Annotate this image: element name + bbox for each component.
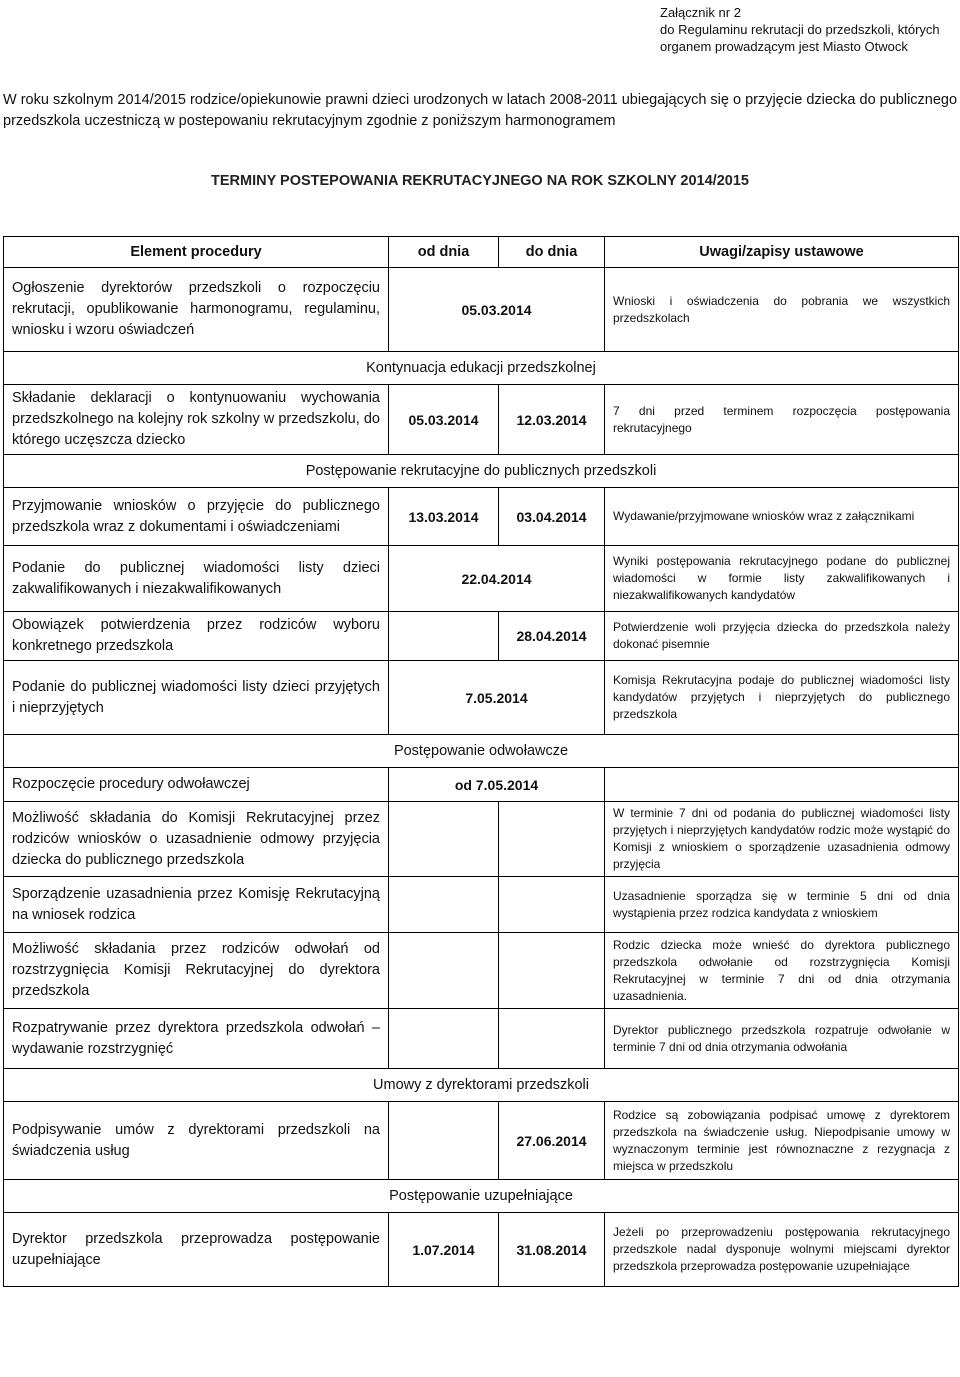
date-from-cell	[389, 802, 499, 877]
procedure-cell: Ogłoszenie dyrektorów przedszkoli o rozpoczęciu rekrutacji, opublikowanie harmonogramu, regulaminu, wniosku i wzoru oświadczeń	[4, 268, 389, 352]
section-row	[4, 352, 959, 385]
date-from-cell: 13.03.2014	[389, 488, 499, 546]
page-title: TERMINY POSTEPOWANIA REKRUTACYJNEGO NA ROK SZKOLNY 2014/2015	[211, 173, 749, 189]
section-heading: Umowy z dyrektorami przedszkoli	[4, 1069, 959, 1102]
date-to-cell: 28.04.2014	[499, 612, 605, 661]
date-from-cell: 1.07.2014	[389, 1213, 499, 1287]
date-to-cell	[499, 877, 605, 933]
notes-cell: Wyniki postępowania rekrutacyjnego podane do publicznej wiadomości w formie listy zakwalifikowanych i niezakwalifikowanych kandydatów	[605, 546, 959, 612]
date-from-cell	[389, 877, 499, 933]
date-to-cell: 27.06.2014	[499, 1102, 605, 1180]
column-header-to: do dnia	[499, 237, 605, 268]
table-row	[4, 877, 959, 933]
notes-cell: Wnioski i oświadczenia do pobrania we wszystkich przedszkolach	[605, 268, 959, 352]
date-cell: od 7.05.2014	[389, 768, 605, 802]
table-row	[4, 661, 959, 735]
table-row	[4, 802, 959, 877]
date-cell: 05.03.2014	[389, 268, 605, 352]
procedure-cell: Możliwość składania do Komisji Rekrutacyjnej przez rodziców wniosków o uzasadnienie odmowy przyjęcia dziecka do publicznego przedszkola	[4, 802, 389, 877]
date-from-cell	[389, 612, 499, 661]
notes-cell: Rodzice są zobowiązania podpisać umowę z dyrektorem przedszkola na świadczenie usług. Niepodpisanie umowy w wyznaczonym terminie jest równoznaczne z rezygnacja z miejsca w przedszkolu	[605, 1102, 959, 1180]
schedule-table	[3, 236, 959, 1287]
table-row	[4, 1213, 959, 1287]
table-row	[4, 546, 959, 612]
procedure-cell: Dyrektor przedszkola przeprowadza postępowanie uzupełniające	[4, 1213, 389, 1287]
notes-cell: Uzasadnienie sporządza się w terminie 5 dni od dnia wystąpienia przez rodzica kandydata z wnioskiem	[605, 877, 959, 933]
date-cell: 7.05.2014	[389, 661, 605, 735]
document-header	[660, 4, 956, 55]
section-row	[4, 455, 959, 488]
section-row	[4, 1180, 959, 1213]
table-row	[4, 488, 959, 546]
column-header-notes: Uwagi/zapisy ustawowe	[605, 237, 959, 268]
table-row	[4, 1009, 959, 1069]
table-row	[4, 612, 959, 661]
notes-cell: W terminie 7 dni od podania do publicznej wiadomości listy przyjętych i nieprzyjętych kandydatów rodzic może wystąpić do Komisji z wnioskiem o sporządzenie uzasadnienia odmowy przyjęcia	[605, 802, 959, 877]
table-row	[4, 268, 959, 352]
procedure-cell: Podanie do publicznej wiadomości listy dzieci przyjętych i nieprzyjętych	[4, 661, 389, 735]
procedure-cell: Możliwość składania przez rodziców odwołań od rozstrzygnięcia Komisji Rekrutacyjnej do dyrektora przedszkola	[4, 933, 389, 1009]
table-row	[4, 385, 959, 455]
date-to-cell	[499, 1009, 605, 1069]
procedure-cell: Rozpoczęcie procedury odwoławczej	[4, 768, 389, 802]
attachment-description: do Regulaminu rekrutacji do przedszkoli, których organem prowadzącym jest Miasto Otwock	[660, 22, 940, 54]
date-to-cell: 31.08.2014	[499, 1213, 605, 1287]
notes-cell: Komisja Rekrutacyjna podaje do publicznej wiadomości listy kandydatów przyjętych i nieprzyjętych do publicznego przedszkola	[605, 661, 959, 735]
section-heading: Postępowanie odwoławcze	[4, 735, 959, 768]
column-header-from: od dnia	[389, 237, 499, 268]
date-to-cell: 12.03.2014	[499, 385, 605, 455]
section-heading: Postępowanie rekrutacyjne do publicznych przedszkoli	[4, 455, 959, 488]
section-heading: Kontynuacja edukacji przedszkolnej	[4, 352, 959, 385]
procedure-cell: Rozpatrywanie przez dyrektora przedszkola odwołań – wydawanie rozstrzygnięć	[4, 1009, 389, 1069]
section-row	[4, 735, 959, 768]
date-from-cell: 05.03.2014	[389, 385, 499, 455]
date-cell: 22.04.2014	[389, 546, 605, 612]
date-to-cell	[499, 802, 605, 877]
table-row	[4, 933, 959, 1009]
table-row	[4, 1102, 959, 1180]
section-row	[4, 1069, 959, 1102]
table-header-row	[4, 237, 959, 268]
procedure-cell: Przyjmowanie wniosków o przyjęcie do publicznego przedszkola wraz z dokumentami i oświadczeniami	[4, 488, 389, 546]
procedure-cell: Podanie do publicznej wiadomości listy dzieci zakwalifikowanych i niezakwalifikowanych	[4, 546, 389, 612]
procedure-cell: Obowiązek potwierdzenia przez rodziców wyboru konkretnego przedszkola	[4, 612, 389, 661]
date-to-cell: 03.04.2014	[499, 488, 605, 546]
section-heading: Postępowanie uzupełniające	[4, 1180, 959, 1213]
notes-cell: Dyrektor publicznego przedszkola rozpatruje odwołanie w terminie 7 dni od dnia otrzymania odwołania	[605, 1009, 959, 1069]
notes-cell: Rodzic dziecka może wnieść do dyrektora publicznego przedszkola odwołanie od rozstrzygnięcia Komisji Rekrutacyjnej w terminie 7 dni od dnia otrzymania uzasadnienia.	[605, 933, 959, 1009]
table-row	[4, 768, 959, 802]
intro-paragraph: W roku szkolnym 2014/2015 rodzice/opiekunowie prawni dzieci urodzonych w latach 2008-2011 ubiegających się o przyjęcie dziecka do publicznego przedszkola uczestniczą w postepowaniu rekrutacyjnym zgodnie z poniższym harmonogramem	[3, 92, 958, 129]
notes-cell: Jeżeli po przeprowadzeniu postępowania rekrutacyjnego przedszkole nadal dysponuje wolnymi miejscami dyrektor przedszkola przeprowadza postępowanie uzupełniające	[605, 1213, 959, 1287]
notes-cell	[605, 768, 959, 802]
date-from-cell	[389, 933, 499, 1009]
notes-cell: 7 dni przed terminem rozpoczęcia postępowania rekrutacyjnego	[605, 385, 959, 455]
date-to-cell	[499, 933, 605, 1009]
procedure-cell: Składanie deklaracji o kontynuowaniu wychowania przedszkolnego na kolejny rok szkolny w przedszkolu, do którego uczęszcza dziecko	[4, 385, 389, 455]
date-from-cell	[389, 1009, 499, 1069]
procedure-cell: Podpisywanie umów z dyrektorami przedszkoli na świadczenia usług	[4, 1102, 389, 1180]
attachment-number: Załącznik nr 2	[660, 5, 741, 20]
notes-cell: Wydawanie/przyjmowane wniosków wraz z załącznikami	[605, 488, 959, 546]
date-from-cell	[389, 1102, 499, 1180]
procedure-cell: Sporządzenie uzasadnienia przez Komisję Rekrutacyjną na wniosek rodzica	[4, 877, 389, 933]
notes-cell: Potwierdzenie woli przyjęcia dziecka do przedszkola należy dokonać pisemnie	[605, 612, 959, 661]
column-header-procedure: Element procedury	[4, 237, 389, 268]
